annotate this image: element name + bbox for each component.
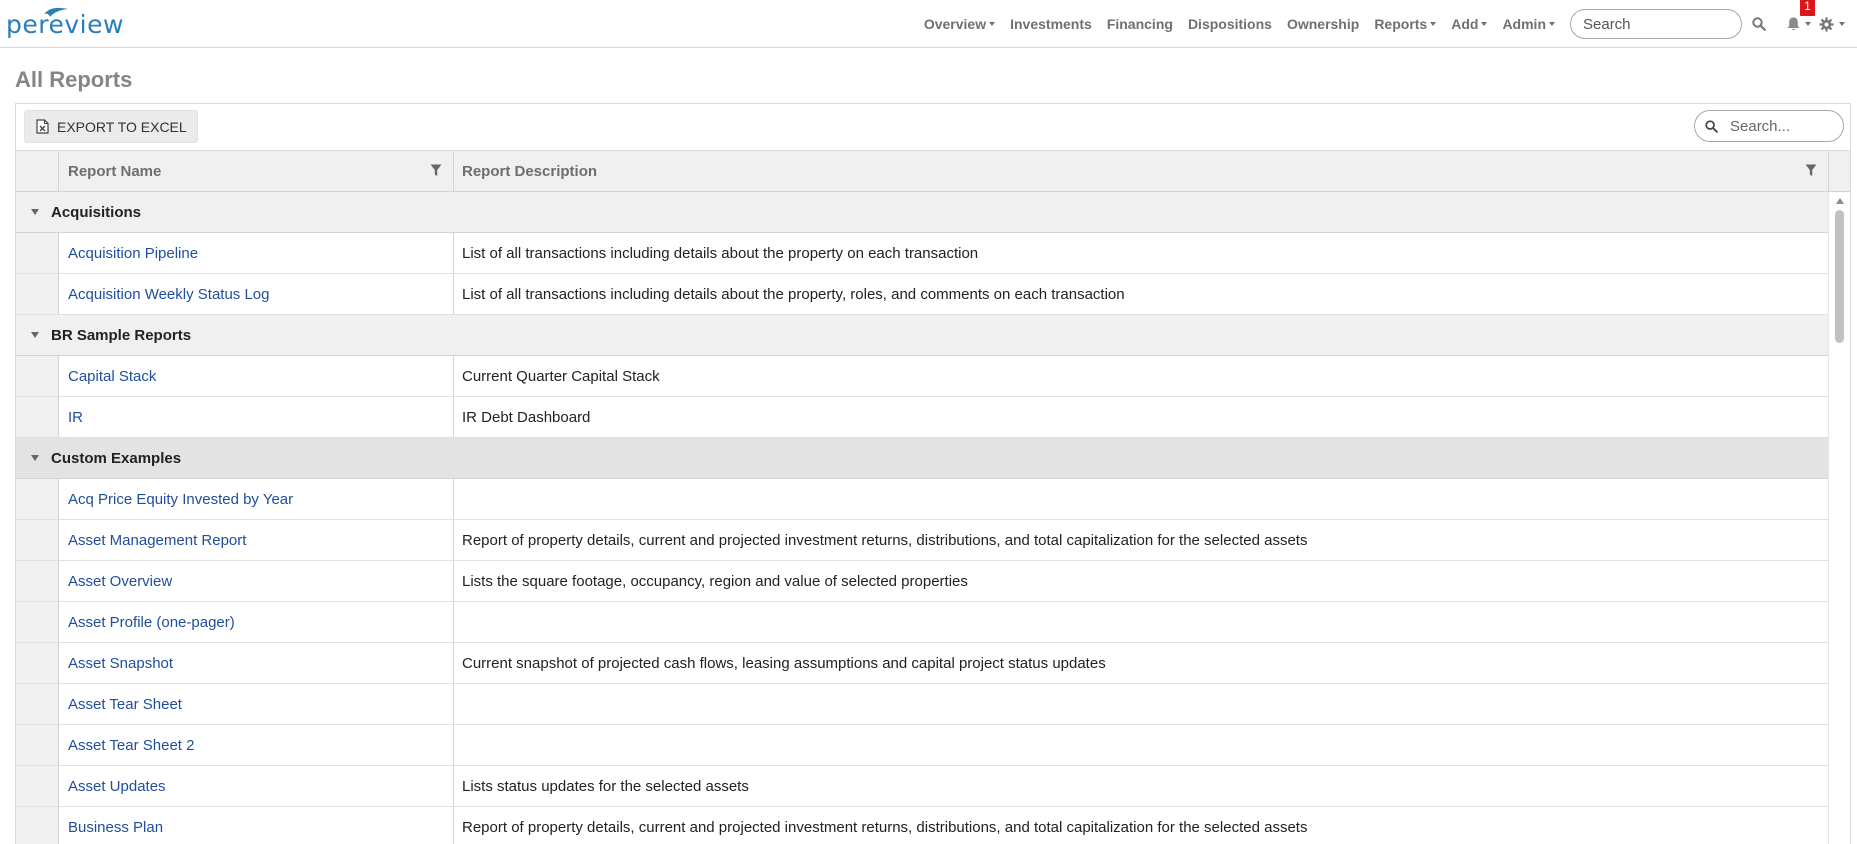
report-description: Lists the square footage, occupancy, region and value of selected properties xyxy=(462,572,968,590)
report-name-cell xyxy=(59,684,454,724)
notification-badge: 1 xyxy=(1800,0,1815,16)
nav-item-label: Ownership xyxy=(1286,16,1360,32)
export-to-excel-button[interactable] xyxy=(24,110,198,143)
column-header-report-name[interactable] xyxy=(59,151,454,191)
row-indent-cell xyxy=(16,766,59,806)
table-row xyxy=(16,643,1829,684)
report-description-cell xyxy=(454,725,1829,765)
table-row xyxy=(16,725,1829,766)
report-link[interactable]: Asset Profile (one-pager) xyxy=(68,613,235,631)
grid-search-box[interactable] xyxy=(1694,110,1844,142)
nav-item-label: Dispositions xyxy=(1187,16,1272,32)
row-indent-cell xyxy=(16,356,59,396)
main-nav xyxy=(924,0,1857,48)
report-description: Current Quarter Capital Stack xyxy=(462,367,660,385)
row-indent-cell xyxy=(16,274,59,314)
vertical-scrollbar[interactable] xyxy=(1828,192,1850,844)
report-name-cell xyxy=(59,356,454,396)
gear-icon xyxy=(1819,17,1834,32)
report-name-cell xyxy=(59,561,454,601)
column-header-label: Report Name xyxy=(68,162,162,180)
table-row xyxy=(16,479,1829,520)
nav-admin[interactable] xyxy=(1502,16,1555,32)
nav-overview[interactable] xyxy=(924,16,995,32)
report-name-cell xyxy=(59,807,454,844)
logo-text: pereview xyxy=(6,10,124,39)
table-row xyxy=(16,807,1829,844)
nav-item-label: Overview xyxy=(923,16,987,32)
report-description: Current snapshot of projected cash flows, leasing assumptions and capital project status updates xyxy=(462,654,1106,672)
table-row xyxy=(16,684,1829,725)
collapse-triangle-icon[interactable] xyxy=(31,455,39,461)
table-row xyxy=(16,602,1829,643)
chevron-down-icon xyxy=(1805,22,1811,26)
report-name-cell xyxy=(59,520,454,560)
report-link[interactable]: Asset Tear Sheet xyxy=(68,695,182,713)
group-label: Acquisitions xyxy=(51,203,142,221)
row-indent-cell xyxy=(16,807,59,844)
nav-dispositions[interactable] xyxy=(1188,16,1272,32)
row-indent-cell xyxy=(16,725,59,765)
report-description-cell xyxy=(454,602,1829,642)
notifications-button[interactable] xyxy=(1786,0,1811,32)
nav-items xyxy=(924,16,1570,32)
report-description-cell xyxy=(454,479,1829,519)
nav-ownership[interactable] xyxy=(1287,16,1359,32)
report-name-cell xyxy=(59,766,454,806)
report-link[interactable]: Acq Price Equity Invested by Year xyxy=(68,490,294,508)
header-indent-cell xyxy=(16,151,59,191)
row-indent-cell xyxy=(16,643,59,683)
row-indent-cell xyxy=(16,397,59,437)
report-description-cell xyxy=(454,520,1829,560)
report-description-cell xyxy=(454,397,1829,437)
row-indent-cell xyxy=(16,233,59,273)
report-link[interactable]: Capital Stack xyxy=(68,367,157,385)
nav-item-label: Investments xyxy=(1010,16,1092,32)
report-link[interactable]: Asset Tear Sheet 2 xyxy=(68,736,195,754)
group-label: Custom Examples xyxy=(51,449,182,467)
reports-grid xyxy=(15,103,1851,844)
filter-icon[interactable] xyxy=(1805,164,1817,177)
report-name-cell xyxy=(59,643,454,683)
row-indent-cell xyxy=(16,684,59,724)
scroll-up-arrow[interactable] xyxy=(1836,198,1844,204)
report-name-cell xyxy=(59,274,454,314)
report-name-cell xyxy=(59,397,454,437)
settings-button[interactable] xyxy=(1819,17,1845,32)
report-description-cell xyxy=(454,807,1829,844)
report-description-cell xyxy=(454,356,1829,396)
search-icon xyxy=(1705,120,1718,133)
report-description: IR Debt Dashboard xyxy=(462,408,591,426)
report-link[interactable]: Asset Overview xyxy=(68,572,173,590)
report-description-cell xyxy=(454,274,1829,314)
grid-search-input[interactable] xyxy=(1728,117,1828,136)
report-link[interactable]: Business Plan xyxy=(68,818,164,836)
report-description-cell xyxy=(454,643,1829,683)
row-indent-cell xyxy=(16,479,59,519)
group-label: BR Sample Reports xyxy=(51,326,192,344)
pereview-logo[interactable] xyxy=(6,6,124,40)
report-link[interactable]: Asset Updates xyxy=(68,777,166,795)
nav-item-label: Admin xyxy=(1502,16,1546,32)
filter-icon[interactable] xyxy=(430,164,442,177)
report-link[interactable]: Acquisition Weekly Status Log xyxy=(68,285,270,303)
nav-add[interactable] xyxy=(1451,16,1487,32)
report-name-cell xyxy=(59,233,454,273)
table-row xyxy=(16,274,1829,315)
report-description-cell xyxy=(454,684,1829,724)
table-row xyxy=(16,766,1829,807)
row-indent-cell xyxy=(16,520,59,560)
scrollbar-thumb[interactable] xyxy=(1835,210,1844,343)
table-row xyxy=(16,233,1829,274)
grid-rows xyxy=(16,192,1829,844)
grid-header xyxy=(16,151,1850,192)
group-row-br-sample-reports[interactable] xyxy=(16,315,1829,356)
report-link[interactable]: Asset Management Report xyxy=(68,531,247,549)
table-row xyxy=(16,356,1829,397)
report-link[interactable]: IR xyxy=(68,408,83,426)
report-link[interactable]: Asset Snapshot xyxy=(68,654,174,672)
bell-icon xyxy=(1786,16,1801,32)
report-name-cell xyxy=(59,602,454,642)
row-indent-cell xyxy=(16,561,59,601)
bird-icon xyxy=(42,5,70,19)
grid-toolbar xyxy=(16,104,1850,151)
column-header-report-description[interactable] xyxy=(454,151,1829,191)
report-description-cell xyxy=(454,233,1829,273)
chevron-down-icon xyxy=(1549,22,1555,26)
header-scroll-spacer xyxy=(1829,151,1850,191)
table-row xyxy=(16,520,1829,561)
column-header-label: Report Description xyxy=(462,162,598,180)
report-name-cell xyxy=(59,479,454,519)
collapse-triangle-icon[interactable] xyxy=(31,209,39,215)
global-search-input[interactable] xyxy=(1570,9,1742,39)
report-name-cell xyxy=(59,725,454,765)
report-description: Report of property details, current and projected investment returns, distributions, and total capitalization for the selected assets xyxy=(462,818,1308,836)
group-row-acquisitions[interactable] xyxy=(16,192,1829,233)
chevron-down-icon xyxy=(1839,22,1845,26)
report-description-cell xyxy=(454,766,1829,806)
row-indent-cell xyxy=(16,602,59,642)
report-link[interactable]: Acquisition Pipeline xyxy=(68,244,199,262)
report-description: List of all transactions including details about the property on each transaction xyxy=(462,244,979,262)
nav-item-label: Reports xyxy=(1374,16,1428,32)
excel-file-icon xyxy=(36,119,49,134)
report-description: Lists status updates for the selected assets xyxy=(462,777,749,795)
nav-investments[interactable] xyxy=(1010,16,1092,32)
page-title: All Reports xyxy=(15,67,133,92)
table-row xyxy=(16,397,1829,438)
top-navbar xyxy=(0,0,1857,48)
collapse-triangle-icon[interactable] xyxy=(31,332,39,338)
table-row xyxy=(16,561,1829,602)
nav-item-label: Financing xyxy=(1106,16,1173,32)
group-row-custom-examples[interactable] xyxy=(16,438,1829,479)
nav-financing[interactable] xyxy=(1107,16,1173,32)
grid-body xyxy=(16,192,1850,844)
chevron-down-icon xyxy=(989,22,995,26)
report-description: List of all transactions including details about the property, roles, and comments on each transaction xyxy=(462,285,1125,303)
report-description-cell xyxy=(454,561,1829,601)
chevron-down-icon xyxy=(1430,22,1436,26)
search-icon[interactable] xyxy=(1752,17,1766,31)
nav-reports[interactable] xyxy=(1374,16,1436,32)
nav-item-label: Add xyxy=(1451,16,1479,32)
report-description: Report of property details, current and projected investment returns, distributions, and total capitalization for the selected assets xyxy=(462,531,1308,549)
chevron-down-icon xyxy=(1481,22,1487,26)
export-to-excel-label: EXPORT TO EXCEL xyxy=(57,118,187,135)
